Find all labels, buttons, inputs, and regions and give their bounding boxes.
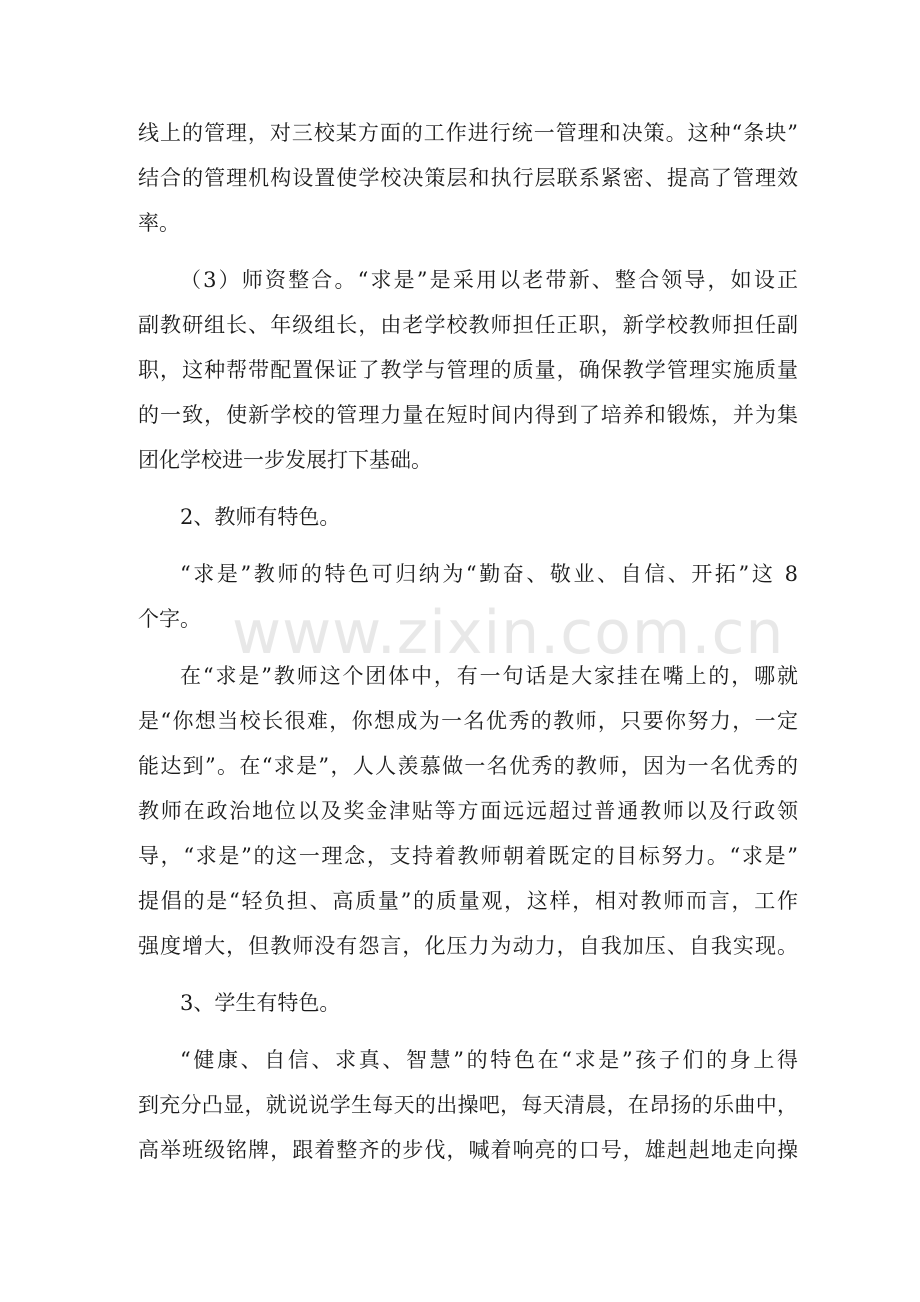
section-heading: 3、学生有特色。 [180, 991, 341, 1015]
text-line: 个字。 [138, 607, 201, 631]
text-line: 职，这种帮带配置保证了教学与管理的质量，确保教学管理实施质量 [138, 358, 798, 382]
text-line: 能达到”。在“求是”，人人羡慕做一名优秀的教师，因为一名优秀的 [138, 754, 798, 778]
paragraph-first-line: 在“求是”教师这个团体中，有一句话是大家挂在嘴上的，哪就 [180, 664, 798, 688]
text-line: 是“你想当校长很难，你想成为一名优秀的教师，只要你努力，一定 [138, 709, 798, 733]
text-line: 团化学校进一步发展打下基础。 [138, 448, 432, 472]
text-line: 导，“求是”的这一理念，支持着教师朝着既定的目标努力。“求是” [138, 844, 798, 868]
text-line: 线上的管理，对三校某方面的工作进行统一管理和决策。这种“条块” [138, 121, 798, 145]
paragraph-first-line: （3）师资整合。“求是”是采用以老带新、整合领导，如设正 [180, 268, 798, 292]
text-line: 提倡的是“轻负担、高质量”的质量观，这样，相对教师而言，工作 [138, 889, 798, 913]
watermark: www.zixin.com.cn [232, 598, 785, 668]
text-line: 高举班级铭牌，跟着整齐的步伐，喊着响亮的口号，雄赳赳地走向操 [138, 1138, 798, 1162]
paragraph-first-line: “健康、自信、求真、智慧”的特色在“求是”孩子们的身上得 [180, 1048, 798, 1072]
text-line: 副教研组长、年级组长，由老学校教师担任正职，新学校教师担任副 [138, 313, 798, 337]
text-line: 到充分凸显，就说说学生每天的出操吧，每天清晨，在昂扬的乐曲中， [138, 1093, 798, 1117]
text-line: 的一致，使新学校的管理力量在短时间内得到了培养和锻炼，并为集 [138, 403, 798, 427]
text-line: 教师在政治地位以及奖金津贴等方面远远超过普通教师以及行政领 [138, 799, 798, 823]
text-line: 率。 [138, 211, 180, 235]
text-line: 强度增大，但教师没有怨言，化压力为动力，自我加压、自我实现。 [138, 934, 798, 958]
section-heading: 2、教师有特色。 [180, 505, 341, 529]
paragraph-first-line: “求是”教师的特色可归纳为“勤奋、敬业、自信、开拓”这 8 [180, 562, 798, 586]
text-line: 结合的管理机构设置使学校决策层和执行层联系紧密、提高了管理效 [138, 166, 798, 190]
